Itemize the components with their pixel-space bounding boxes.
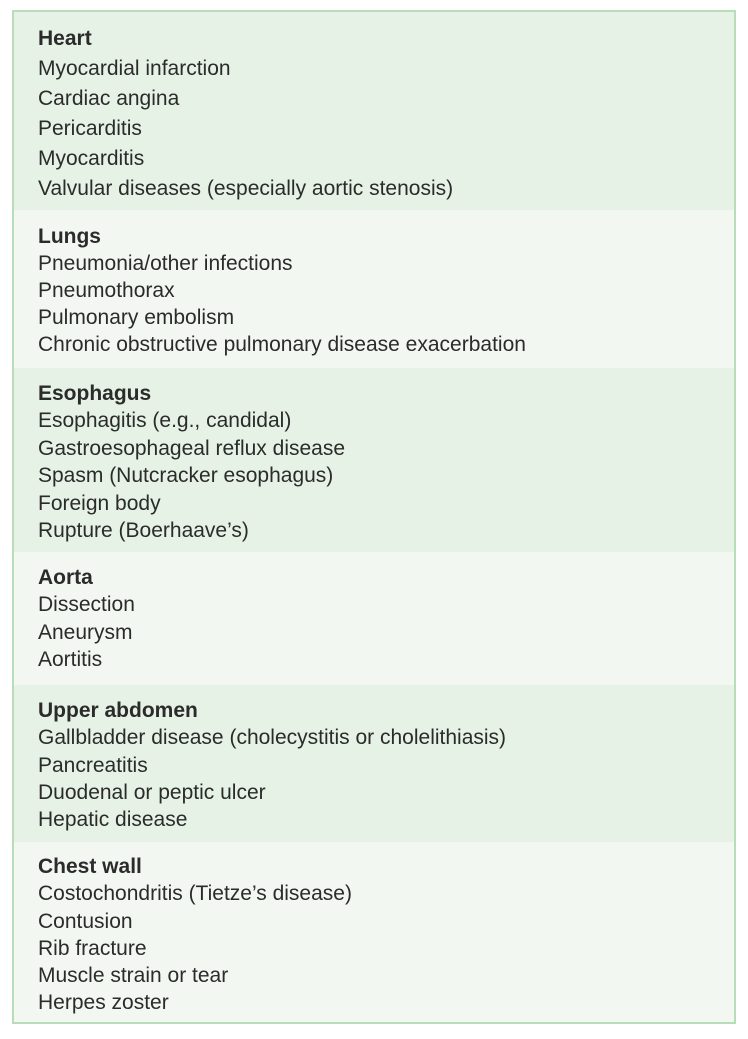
section-heading: Upper abdomen bbox=[38, 699, 198, 722]
list-item: Pericarditis bbox=[38, 117, 142, 140]
list-item: Myocardial infarction bbox=[38, 57, 231, 80]
list-item: Gallbladder disease (cholecystitis or cholelithiasis) bbox=[38, 726, 507, 750]
section-heading: Heart bbox=[38, 27, 92, 50]
section-heading: Aorta bbox=[38, 566, 93, 589]
section-heading: Chest wall bbox=[38, 855, 142, 878]
list-item: Contusion bbox=[38, 909, 133, 933]
list-item: Cardiac angina bbox=[38, 87, 180, 110]
list-item: Aortitis bbox=[38, 647, 103, 671]
list-item: Herpes zoster bbox=[38, 991, 169, 1015]
section-esophagus bbox=[14, 368, 734, 552]
list-item: Costochondritis (Tietze’s disease) bbox=[38, 882, 352, 906]
list-item: Esophagitis (e.g., candidal) bbox=[38, 409, 292, 433]
list-item: Chronic obstructive pulmonary disease exacerbation bbox=[38, 333, 526, 356]
section-aorta bbox=[14, 552, 734, 685]
section-lungs bbox=[14, 210, 734, 368]
list-item: Gastroesophageal reflux disease bbox=[38, 436, 346, 460]
list-item: Foreign body bbox=[38, 491, 161, 515]
section-upper-abdomen bbox=[14, 685, 734, 842]
list-item: Pancreatitis bbox=[38, 753, 148, 777]
list-item: Dissection bbox=[38, 593, 135, 617]
differential-table bbox=[12, 10, 736, 1024]
section-chest-wall bbox=[14, 842, 734, 1022]
list-item: Valvular diseases (especially aortic stenosis) bbox=[38, 177, 454, 200]
list-item: Myocarditis bbox=[38, 147, 145, 170]
list-item: Spasm (Nutcracker esophagus) bbox=[38, 464, 334, 488]
section-heart bbox=[14, 12, 734, 210]
list-item: Rupture (Boerhaave’s) bbox=[38, 519, 249, 543]
list-item: Rib fracture bbox=[38, 936, 147, 960]
list-item: Pneumonia/other infections bbox=[38, 252, 293, 275]
list-item: Hepatic disease bbox=[38, 808, 188, 832]
list-item: Muscle strain or tear bbox=[38, 964, 229, 988]
section-heading: Lungs bbox=[38, 225, 101, 248]
list-item: Pneumothorax bbox=[38, 279, 175, 302]
section-heading: Esophagus bbox=[38, 382, 152, 405]
list-item: Pulmonary embolism bbox=[38, 306, 235, 329]
list-item: Duodenal or peptic ulcer bbox=[38, 780, 266, 804]
list-item: Aneurysm bbox=[38, 620, 133, 644]
